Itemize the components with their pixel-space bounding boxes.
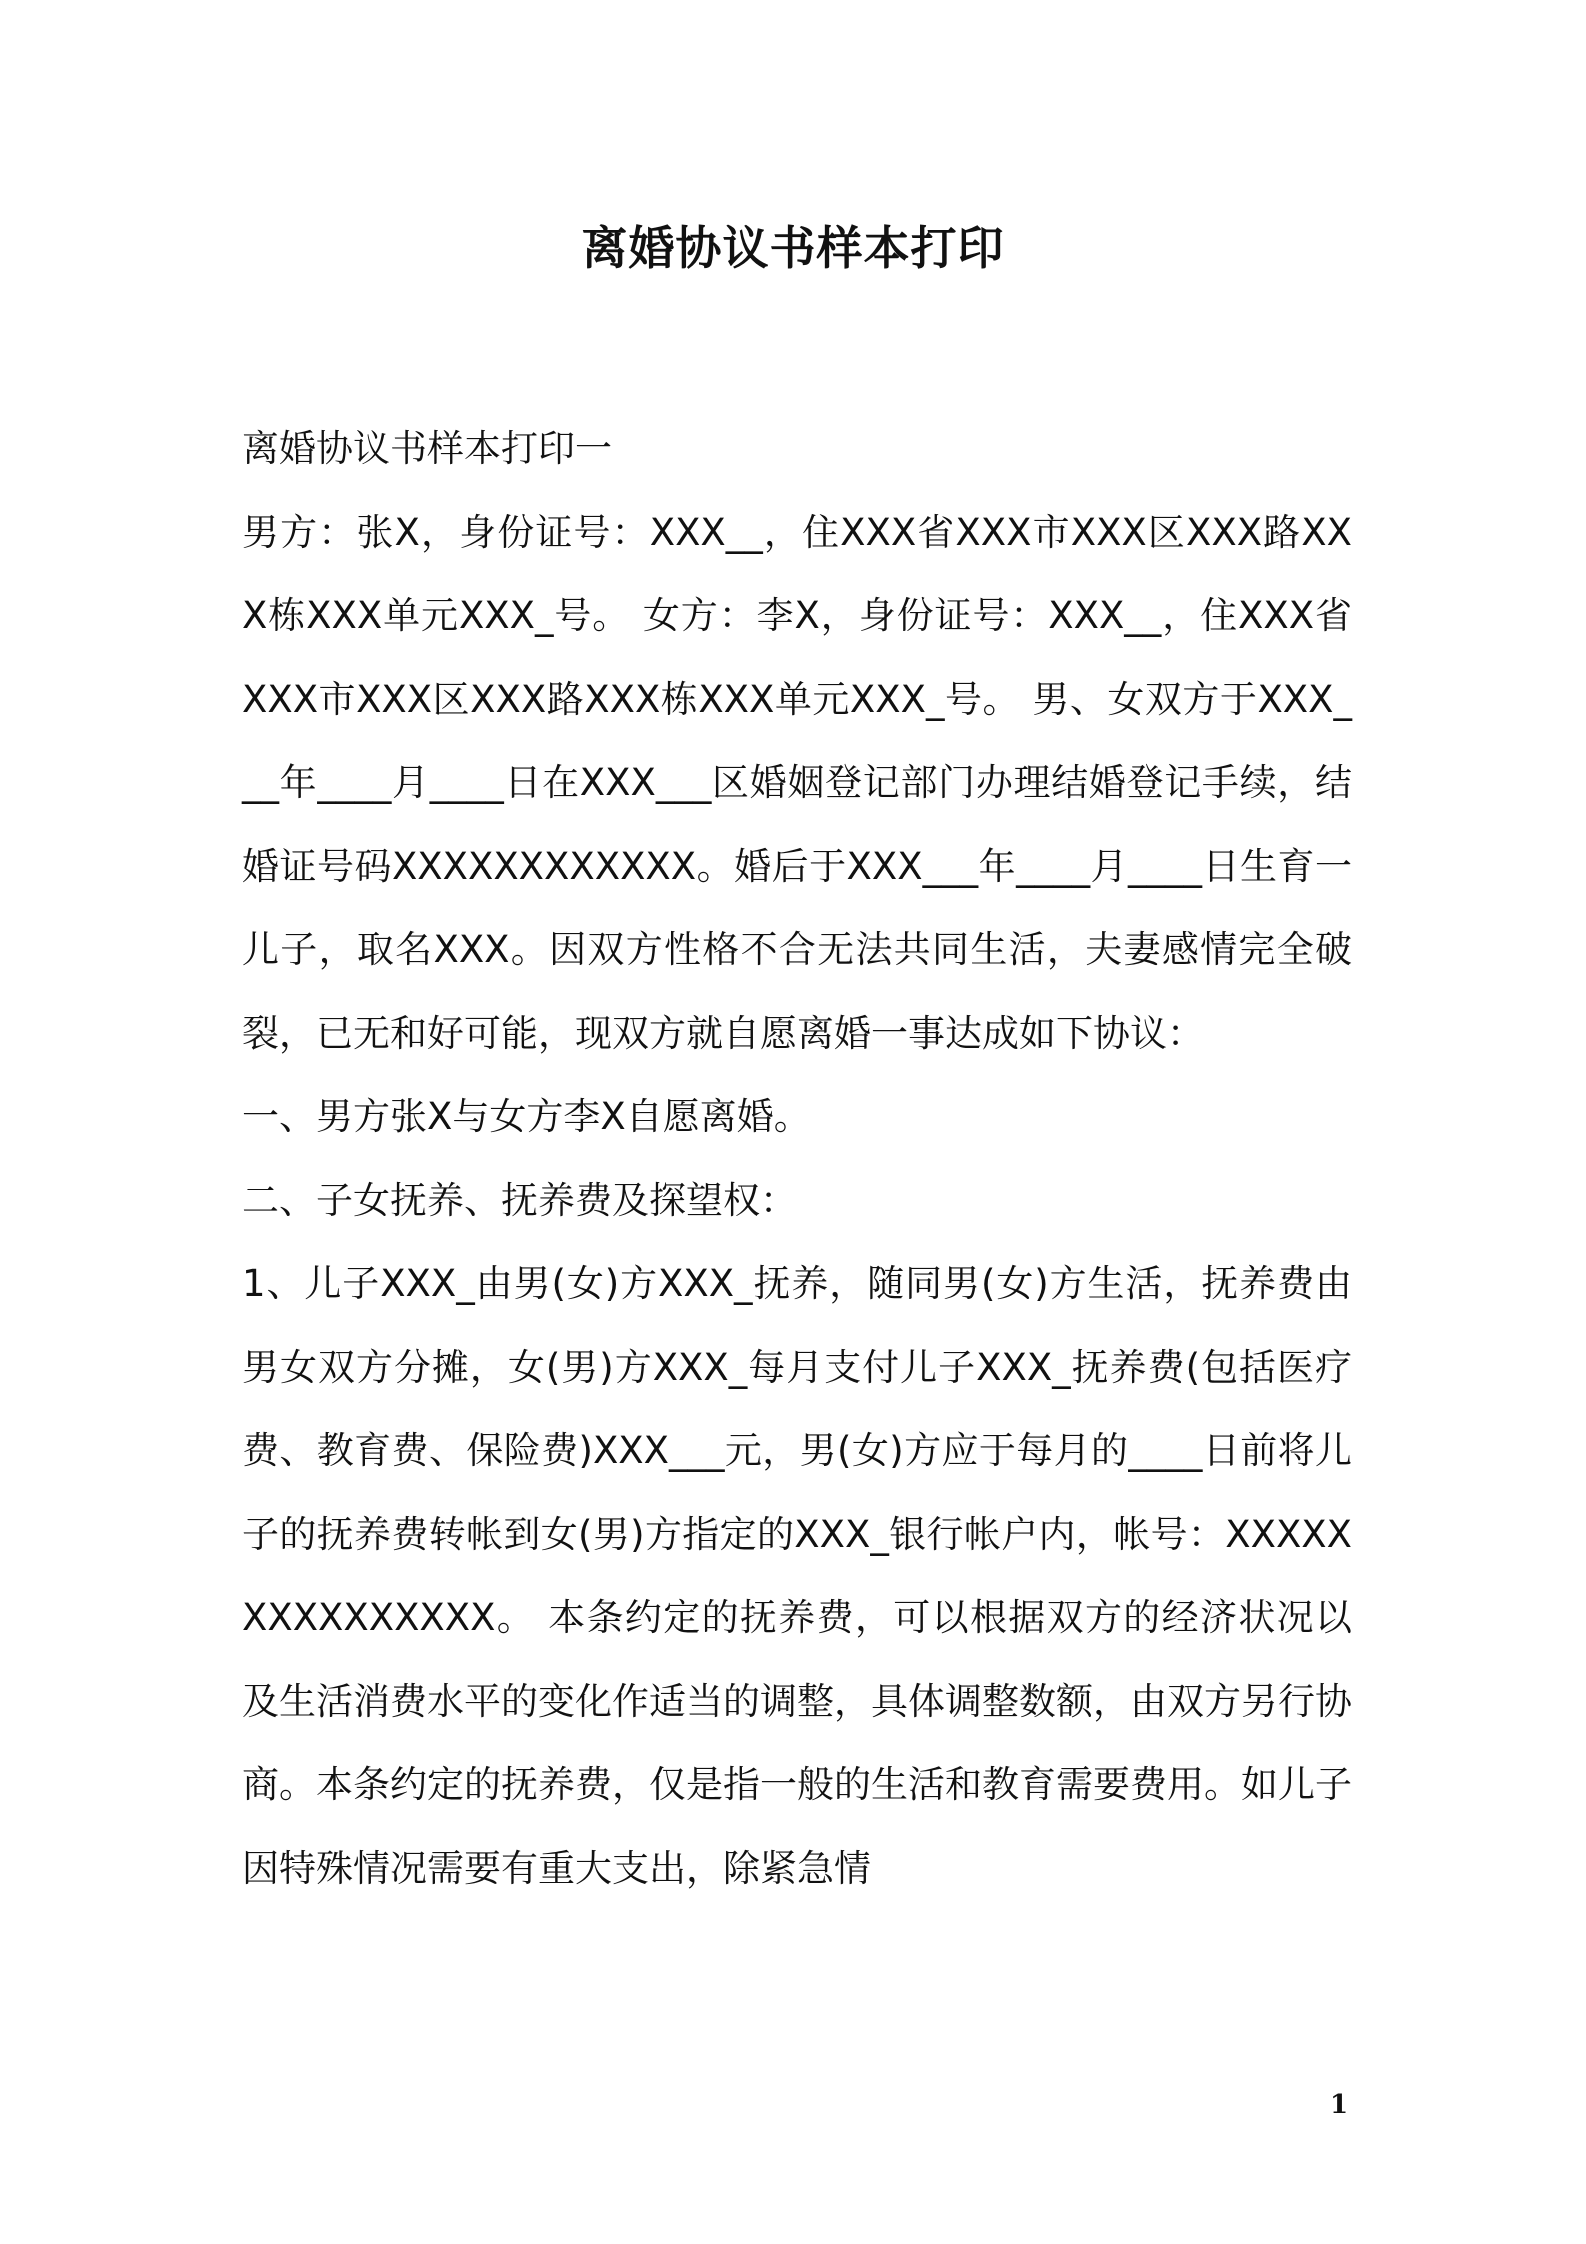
clause-one: 一、男方张X与女方李X自愿离婚。 xyxy=(242,1095,811,1138)
document-title: 离婚协议书样本打印 xyxy=(581,221,1005,275)
page-number: 1 xyxy=(1330,2090,1349,2120)
section-heading: 离婚协议书样本打印一 xyxy=(242,427,612,470)
clause-two-heading: 二、子女抚养、抚养费及探望权： xyxy=(242,1178,797,1222)
clause-two-item-one: 1、儿子XXX_由男(女)方XXX_抚养，随同男(女)方生活，抚养费由男女双方分摊，女(男)方XXX_每月支付儿子XXX_抚养费(包括医疗费、教育费、保险费)XXX___元，男(女)方应于每月的____日前将儿子的抚养费转帐到女(男)方指定的XXX_银行帐户内，帐号：XXXXXXXXXXXXXXX。 本条约定的抚养费，可以根据双方的经济状况以及生活消费水平的变化作适当的调整，具体调整数额，由双方另行协商。本条约定的抚养费，仅是指一般的生活和教育需要费用。如儿子因特殊情况需要有重大支出，除紧急情 xyxy=(242,1262,1352,1890)
document-body xyxy=(242,407,1352,1910)
parties-paragraph: 男方：张X，身份证号：XXX__，住XXX省XXX市XXX区XXX路XXX栋XXX单元XXX_号。 女方：李X，身份证号：XXX__，住XXX省XXX市XXX区XXX路XXX栋XXX单元XXX_号。 男、女双方于XXX___年____月____日在XXX___区婚姻登记部门办理结婚登记手续，结婚证号码XXXXXXXXXXXX。婚后于XXX___年____月____日生育一儿子，取名XXX。因双方性格不合无法共同生活，夫妻感情完全破裂，已无和好可能，现双方就自愿离婚一事达成如下协议： xyxy=(242,510,1352,1055)
